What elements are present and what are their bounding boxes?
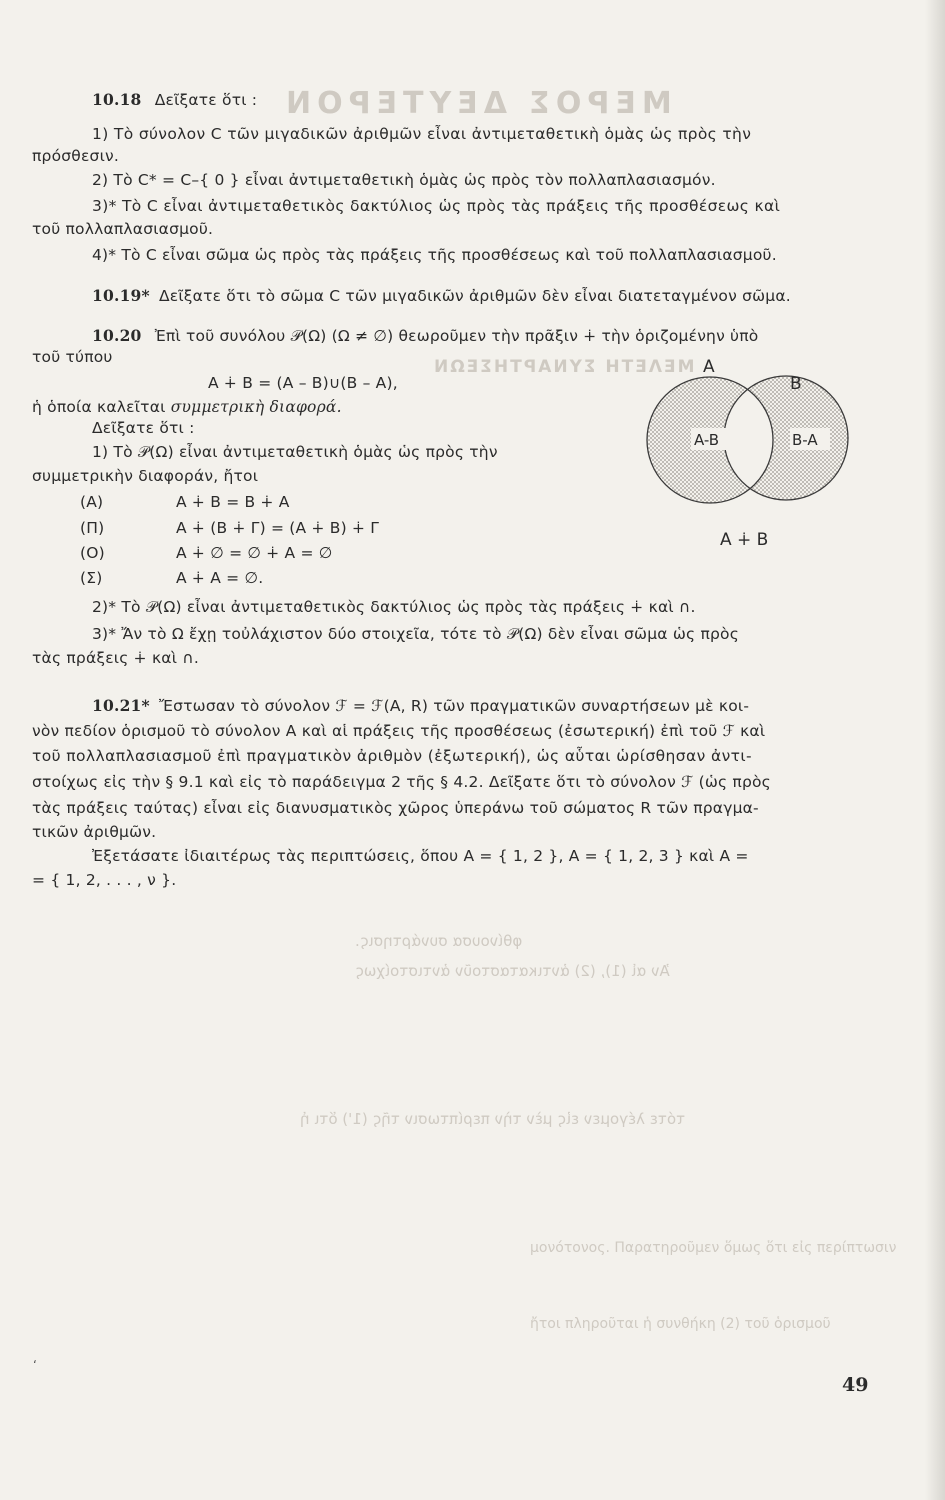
- region-a-minus-b: A-B: [694, 431, 720, 449]
- region-b-minus-a: B-A: [792, 431, 818, 449]
- exercise-10-20-item-3: 3)* Ἄν τὸ Ω ἔχῃ τοὐλάχιστον δύο στοιχεῖα, τότε τὸ 𝒫(Ω) δὲν εἶναι σῶμα ὡς πρὸς: [92, 625, 739, 643]
- exercise-10-18-item-1: 1) Τὸ σύνολον C τῶν μιγαδικῶν ἀριθμῶν εἶναι ἀντιμεταθετικὴ ὁμὰς ὡς πρὸς τὴν: [92, 125, 752, 143]
- property-tag: (O): [80, 544, 105, 562]
- exercise-10-20-line-3: [32, 397, 342, 417]
- bleed-line: Ἀν αἱ (1), (2) ἀντικαταστοῦν ἀντιστοίχως: [355, 962, 670, 980]
- label-b: B: [790, 374, 802, 394]
- exercise-10-20-item-3-cont: τὰς πράξεις ∔ καὶ ∩.: [32, 649, 199, 667]
- exercise-10-21-line-7: Ἐξετάσατε ἰδιαιτέρως τὰς περιπτώσεις, ὅπου A = { 1, 2 }, A = { 1, 2, 3 } καὶ A =: [92, 847, 749, 865]
- exercise-number: 10.18: [92, 90, 142, 109]
- exercise-text: ἡ ὁποία καλεῖται: [32, 398, 171, 416]
- emphasized-term: συμμετρικὴ διαφορά.: [170, 398, 342, 416]
- exercise-number: 10.19*: [92, 286, 150, 305]
- property-equation: A ∔ (B ∔ Γ) = (A ∔ B) ∔ Γ: [176, 519, 380, 537]
- exercise-10-20-item-1: 1) Τὸ 𝒫(Ω) εἶναι ἀντιμεταθετικὴ ὁμὰς ὡς πρὸς τὴν: [92, 443, 498, 461]
- label-a: A: [703, 357, 715, 377]
- bleed-header: ΜΕΡΟΣ ΔΕΥΤΕΡΟΝ: [280, 86, 672, 121]
- exercise-number: 10.20: [92, 326, 142, 345]
- bleed-line: ἤτοι πληροῦται ἡ συνθήκη (2) τοῦ ὁρισμοῦ: [530, 1316, 831, 1332]
- exercise-10-18-heading: [92, 90, 257, 110]
- property-equation: A ∔ ∅ = ∅ ∔ A = ∅: [176, 544, 333, 562]
- page-number: 49: [842, 1374, 869, 1396]
- exercise-10-21-line-3: τοῦ πολλαπλασιασμοῦ ἐπὶ πραγματικὸν ἀριθμὸν (ἐξωτερική), ὡς αὗται ὡρίσθησαν ἀντι-: [32, 747, 753, 765]
- exercise-10-21-line-4: στοίχως εἰς τὴν § 9.1 καὶ εἰς τὸ παράδειγμα 2 τῆς § 4.2. Δεῖξατε ὅτι τὸ σύνολον ℱ (ὡς πρὸς: [32, 773, 771, 791]
- bleed-line: τότε λέγομεν εἰς μὲν τὴν περίπτωσιν τῆς (1') ὅτι ἡ: [300, 1110, 686, 1128]
- property-equation: A ∔ A = ∅.: [176, 569, 264, 587]
- stray-mark: ʻ: [33, 1358, 37, 1372]
- exercise-10-20-line-2: τοῦ τύπου: [32, 348, 113, 366]
- exercise-10-19: [92, 286, 791, 306]
- exercise-10-21-line-5: τὰς πράξεις ταύτας) εἶναι εἰς διανυσματικὸς χῶρος ὑπεράνω τοῦ σώματος R τῶν πραγμα-: [32, 799, 759, 817]
- exercise-10-18-item-3: 3)* Τὸ C εἶναι ἀντιμεταθετικὸς δακτύλιος ὡς πρὸς τὰς πράξεις τῆς προσθέσεως καὶ: [92, 197, 781, 215]
- property-tag: (A): [80, 493, 104, 511]
- exercise-text: Ἔστωσαν τὸ σύνολον ℱ = ℱ(A, R) τῶν πραγματικῶν συναρτήσεων μὲ κοι-: [158, 697, 750, 715]
- venn-diagram: [640, 355, 870, 555]
- exercise-title: Δεῖξατε ὅτι :: [154, 91, 258, 109]
- symmetric-difference-formula: A ∔ B = (A – B)∪(B – A),: [208, 374, 398, 392]
- exercise-text: Δεῖξατε ὅτι τὸ σῶμα C τῶν μιγαδικῶν ἀριθμῶν δὲν εἶναι διατεταγμένον σῶμα.: [158, 287, 791, 305]
- venn-caption: A ∔ B: [720, 530, 769, 550]
- exercise-10-18-item-4: 4)* Τὸ C εἶναι σῶμα ὡς πρὸς τὰς πράξεις τῆς προσθέσεως καὶ τοῦ πολλαπλασιασμοῦ.: [92, 246, 777, 264]
- exercise-10-18-item-1-cont: πρόσθεσιν.: [32, 147, 119, 165]
- exercise-10-21-line-6: τικῶν ἀριθμῶν.: [32, 823, 157, 841]
- exercise-10-21-line-2: νὸν πεδίον ὁρισμοῦ τὸ σύνολον A καὶ αἱ πράξεις τῆς προσθέσεως (ἐσωτερική) ἐπὶ τοῦ ℱ καὶ: [32, 722, 766, 740]
- exercise-10-20-item-2: 2)* Τὸ 𝒫(Ω) εἶναι ἀντιμεταθετικὸς δακτύλιος ὡς πρὸς τὰς πράξεις ∔ καὶ ∩.: [92, 598, 696, 616]
- page-edge-shadow: [925, 0, 945, 1500]
- exercise-10-18-item-3-cont: τοῦ πολλαπλασιασμοῦ.: [32, 220, 214, 238]
- exercise-10-20-item-1-cont: συμμετρικὴν διαφοράν, ἤτοι: [32, 467, 259, 485]
- exercise-10-20-line-4: Δεῖξατε ὅτι :: [92, 419, 195, 437]
- bleed-line: φθίνουσα συνάρτησις.: [355, 932, 523, 950]
- bleed-line: μονότονος. Παρατηροῦμεν ὅμως ὅτι εἰς περίπτωσιν: [530, 1240, 897, 1256]
- exercise-10-20-line-1: [92, 326, 758, 346]
- exercise-10-21-line-1: [92, 696, 749, 716]
- property-tag: (Π): [80, 519, 105, 537]
- exercise-text: Ἐπὶ τοῦ συνόλου 𝒫(Ω) (Ω ≠ ∅) θεωροῦμεν τὴν πρᾶξιν ∔ τὴν ὁριζομένην ὑπὸ: [154, 327, 759, 345]
- property-equation: A ∔ B = B ∔ A: [176, 493, 290, 511]
- exercise-10-18-item-2: 2) Τὸ C* = C–{ 0 } εἶναι ἀντιμεταθετικὴ ὁμὰς ὡς πρὸς τὸν πολλαπλασιασμόν.: [92, 171, 716, 189]
- bleed-subheader: ΜΕΛΕΤΗ ΣΥΝΑΡΤΗΣΕΩΝ: [432, 357, 695, 377]
- exercise-10-21-line-8: = { 1, 2, . . . , ν }.: [32, 871, 177, 889]
- property-tag: (Σ): [80, 569, 103, 587]
- exercise-number: 10.21*: [92, 696, 150, 715]
